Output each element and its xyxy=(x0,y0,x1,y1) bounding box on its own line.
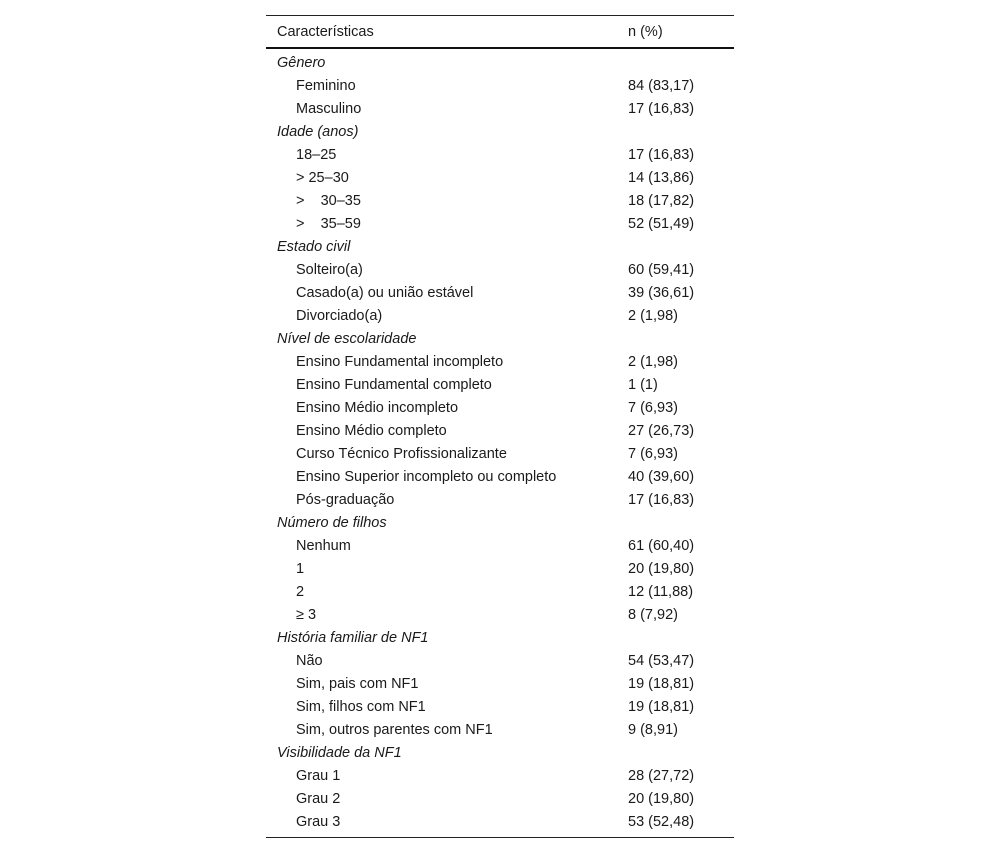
row-value: 54 (53,47) xyxy=(628,652,695,669)
table-row xyxy=(266,580,734,603)
table-row xyxy=(266,97,734,120)
table-row xyxy=(266,373,734,396)
row-label: 1 xyxy=(296,560,305,577)
row-label: Grau 1 xyxy=(296,767,341,784)
row-value: 12 (11,88) xyxy=(628,583,694,600)
table-row xyxy=(266,258,734,281)
table-row xyxy=(266,74,734,97)
table-row xyxy=(266,787,734,810)
row-value: 1 (1) xyxy=(628,376,658,393)
row-label: Curso Técnico Profissionalizante xyxy=(296,445,507,462)
table-row xyxy=(266,304,734,327)
row-value: 17 (16,83) xyxy=(628,100,695,117)
table-row xyxy=(266,534,734,557)
table-row xyxy=(266,143,734,166)
table-row xyxy=(266,718,734,741)
category-label: Idade (anos) xyxy=(277,123,359,140)
category-label: História familiar de NF1 xyxy=(277,629,429,646)
table-row xyxy=(266,695,734,718)
category-label: Gênero xyxy=(277,54,326,71)
table-row xyxy=(266,557,734,580)
category-label: Número de filhos xyxy=(277,514,387,531)
table-body xyxy=(266,49,734,837)
row-value: 7 (6,93) xyxy=(628,445,678,462)
header-n-percent: n (%) xyxy=(628,23,663,40)
row-value: 61 (60,40) xyxy=(628,537,695,554)
row-value: 7 (6,93) xyxy=(628,399,678,416)
category-row xyxy=(266,235,734,258)
row-label: Pós-graduação xyxy=(296,491,395,508)
row-value: 2 (1,98) xyxy=(628,353,678,370)
demographics-table xyxy=(266,15,734,838)
category-row xyxy=(266,741,734,764)
row-value: 39 (36,61) xyxy=(628,284,695,301)
category-row xyxy=(266,511,734,534)
category-row xyxy=(266,327,734,350)
row-label: ≥ 3 xyxy=(296,606,317,623)
row-label: Grau 2 xyxy=(296,790,341,807)
row-label: > 25–30 xyxy=(296,169,349,186)
row-label: Ensino Médio completo xyxy=(296,422,447,439)
row-label: Casado(a) ou união estável xyxy=(296,284,474,301)
row-value: 17 (16,83) xyxy=(628,491,695,508)
row-value: 8 (7,92) xyxy=(628,606,678,623)
row-value: 19 (18,81) xyxy=(628,675,695,692)
row-value: 28 (27,72) xyxy=(628,767,695,784)
row-label: 2 xyxy=(296,583,305,600)
table-row xyxy=(266,396,734,419)
row-value: 40 (39,60) xyxy=(628,468,695,485)
row-label: Sim, filhos com NF1 xyxy=(296,698,426,715)
row-label: Ensino Superior incompleto ou completo xyxy=(296,468,557,485)
row-label: Feminino xyxy=(296,77,356,94)
row-label: Não xyxy=(296,652,323,669)
row-value: 20 (19,80) xyxy=(628,790,695,807)
row-value: 27 (26,73) xyxy=(628,422,695,439)
row-label: Sim, pais com NF1 xyxy=(296,675,419,692)
row-value: 53 (52,48) xyxy=(628,813,695,830)
row-value: 9 (8,91) xyxy=(628,721,678,738)
table-row xyxy=(266,810,734,833)
table-row xyxy=(266,465,734,488)
table-row xyxy=(266,649,734,672)
row-value: 84 (83,17) xyxy=(628,77,695,94)
table-row xyxy=(266,442,734,465)
table-header xyxy=(266,16,734,49)
row-value: 19 (18,81) xyxy=(628,698,695,715)
row-label: > 35–59 xyxy=(296,215,361,232)
table-row xyxy=(266,672,734,695)
row-value: 60 (59,41) xyxy=(628,261,695,278)
row-label: Nenhum xyxy=(296,537,351,554)
table-row xyxy=(266,603,734,626)
category-label: Estado civil xyxy=(277,238,351,255)
category-row xyxy=(266,51,734,74)
row-label: Sim, outros parentes com NF1 xyxy=(296,721,493,738)
row-label: > 30–35 xyxy=(296,192,361,209)
row-label: Solteiro(a) xyxy=(296,261,363,278)
table-row xyxy=(266,419,734,442)
row-value: 20 (19,80) xyxy=(628,560,695,577)
table-row xyxy=(266,212,734,235)
category-label: Visibilidade da NF1 xyxy=(277,744,402,761)
row-label: Grau 3 xyxy=(296,813,341,830)
table-row xyxy=(266,764,734,787)
row-value: 17 (16,83) xyxy=(628,146,695,163)
table-row xyxy=(266,166,734,189)
row-label: Divorciado(a) xyxy=(296,307,383,324)
row-label: Ensino Médio incompleto xyxy=(296,399,459,416)
row-value: 14 (13,86) xyxy=(628,169,695,186)
row-value: 52 (51,49) xyxy=(628,215,695,232)
table-row xyxy=(266,488,734,511)
row-label: 18–25 xyxy=(296,146,337,163)
row-label: Ensino Fundamental completo xyxy=(296,376,492,393)
table-row xyxy=(266,350,734,373)
category-row xyxy=(266,626,734,649)
row-label: Ensino Fundamental incompleto xyxy=(296,353,504,370)
row-value: 18 (17,82) xyxy=(628,192,695,209)
table-row xyxy=(266,281,734,304)
row-value: 2 (1,98) xyxy=(628,307,678,324)
row-label: Masculino xyxy=(296,100,362,117)
header-characteristics: Características xyxy=(277,23,374,40)
category-row xyxy=(266,120,734,143)
table-row xyxy=(266,189,734,212)
category-label: Nível de escolaridade xyxy=(277,330,417,347)
